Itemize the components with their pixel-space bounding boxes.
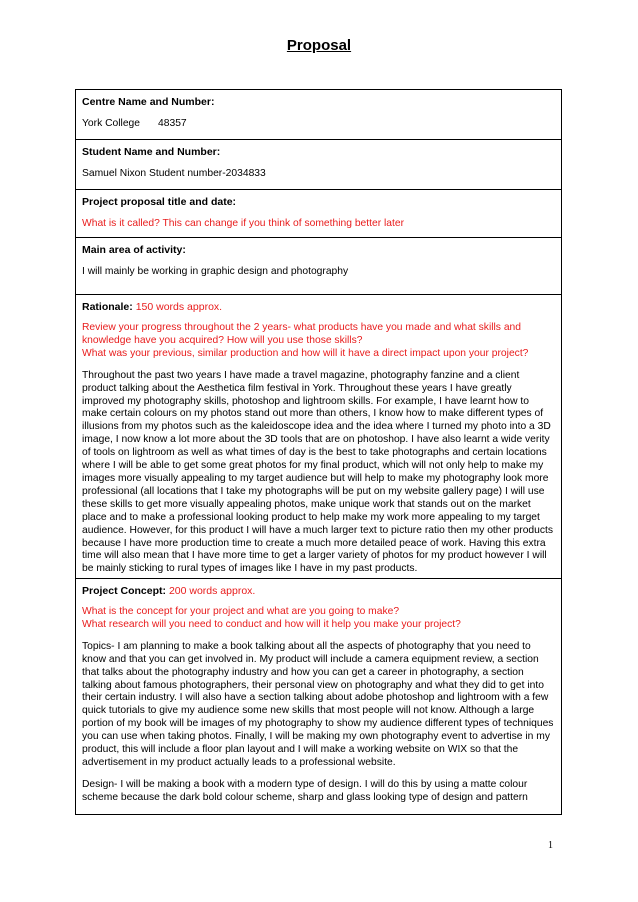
rationale-prompt-1: Review your progress throughout the 2 years- what products have you made and what skills and knowledge have you acquired? How will you use those skills?: [82, 322, 522, 346]
page-title: Proposal: [286, 37, 352, 54]
centre-name: York College: [82, 118, 141, 129]
concept-prompt-1: What is the concept for your project and what are you going to make?: [82, 606, 400, 617]
rationale-prompt: [82, 322, 555, 361]
concept-heading: [82, 585, 555, 598]
centre-number: 48357: [158, 118, 187, 129]
centre-row: [76, 90, 561, 140]
rationale-body: Throughout the past two years I have made a travel magazine, photography fanzine and a client product talking about the Aesthetica film festival in York. Throughout these years I have greatly improved my photography skills, photoshop and lightroom skills. For example, I have learnt how to make certain colours on my photos stand out more than others, I know how to make different types of illusions from my photos such as the kaleidoscope idea and the idea where I turned my photo into a 3D image, I now know a lot more about the 3D tools that are on photoshop. I have also learnt a wide verity of tools on lightroom as well as what times of day is the best to take photographs and certain locations where I will be able to get some great photos for my final product, which will not only help to make my images more visually appealing to my target audience but will help to make my photography look more professional (all locations that I take my photographs will be put on my website gallery page) I will use these skills to get more visually appealing photos, make unique work that stands out on the market place and to make a professional looking product to help make my work more appealing to my target audience. However, for this product I will have a much larger text to picture ratio then my other products because I have more production time to create a much more detailed peace of work. Having this extra time will also mean that I have more time to get a larger variety of photos for my product however I will be mainly sticking to rural types of images like I have in my past products.: [82, 369, 554, 575]
rationale-label: Rationale:: [82, 301, 133, 313]
project-title-label: Project proposal title and date:: [82, 196, 237, 208]
rationale-row: [76, 295, 561, 579]
student-row: [76, 140, 561, 190]
concept-row: [76, 579, 561, 814]
rationale-hint: 150 words approx.: [135, 301, 223, 313]
concept-topics: Topics- I am planning to make a book talking about all the aspects of photography that you need to know and that you can get involved in. My product will include a camera equipment review, a section that talks about the photography industry and how you can get a career in photography, a section talking about famous photographers, their personal view on photography and what they did to get into their certain industry. I will also have a section talking about adobe photoshop and lightroom with a few quick tutorials to give my audience some new skills that most people will not know. Although a large portion of my book will be images of my photography to show my audience different types of techniques you can use when taking photos. Finally, I will be making my own photography event to advertise in my product, this will include a floor plan layout and I will make a working website on WIX so that the advertisement in my product actually leads to a professional website.: [82, 640, 554, 768]
concept-prompt-2: What research will you need to conduct and how will it help you make your project?: [82, 618, 461, 630]
main-area-row: [76, 238, 561, 295]
student-value: Samuel Nixon Student number-2034833: [82, 168, 266, 179]
proposal-form: [75, 89, 562, 815]
centre-label: Centre Name and Number:: [82, 96, 215, 108]
concept-prompt: [82, 606, 555, 632]
centre-value: [82, 117, 555, 130]
rationale-prompt-2: What was your previous, similar production and how will it have a direct impact upon your project?: [82, 347, 529, 359]
page-number: 1: [548, 840, 553, 851]
main-area-label: Main area of activity:: [82, 244, 186, 256]
project-title-value: What is it called? This can change if you think of something better later: [82, 218, 405, 229]
concept-design: Design- I will be making a book with a modern type of design. I will do this by using a matte colour scheme because the dark bold colour scheme, sharp and glass looking type of design and pattern: [82, 778, 528, 803]
main-area-value: I will mainly be working in graphic design and photography: [82, 266, 349, 277]
student-label: Student Name and Number:: [82, 146, 221, 158]
project-title-row: [76, 190, 561, 238]
rationale-heading: [82, 301, 555, 314]
concept-hint: 200 words approx.: [168, 585, 256, 597]
concept-label: Project Concept:: [82, 585, 167, 597]
